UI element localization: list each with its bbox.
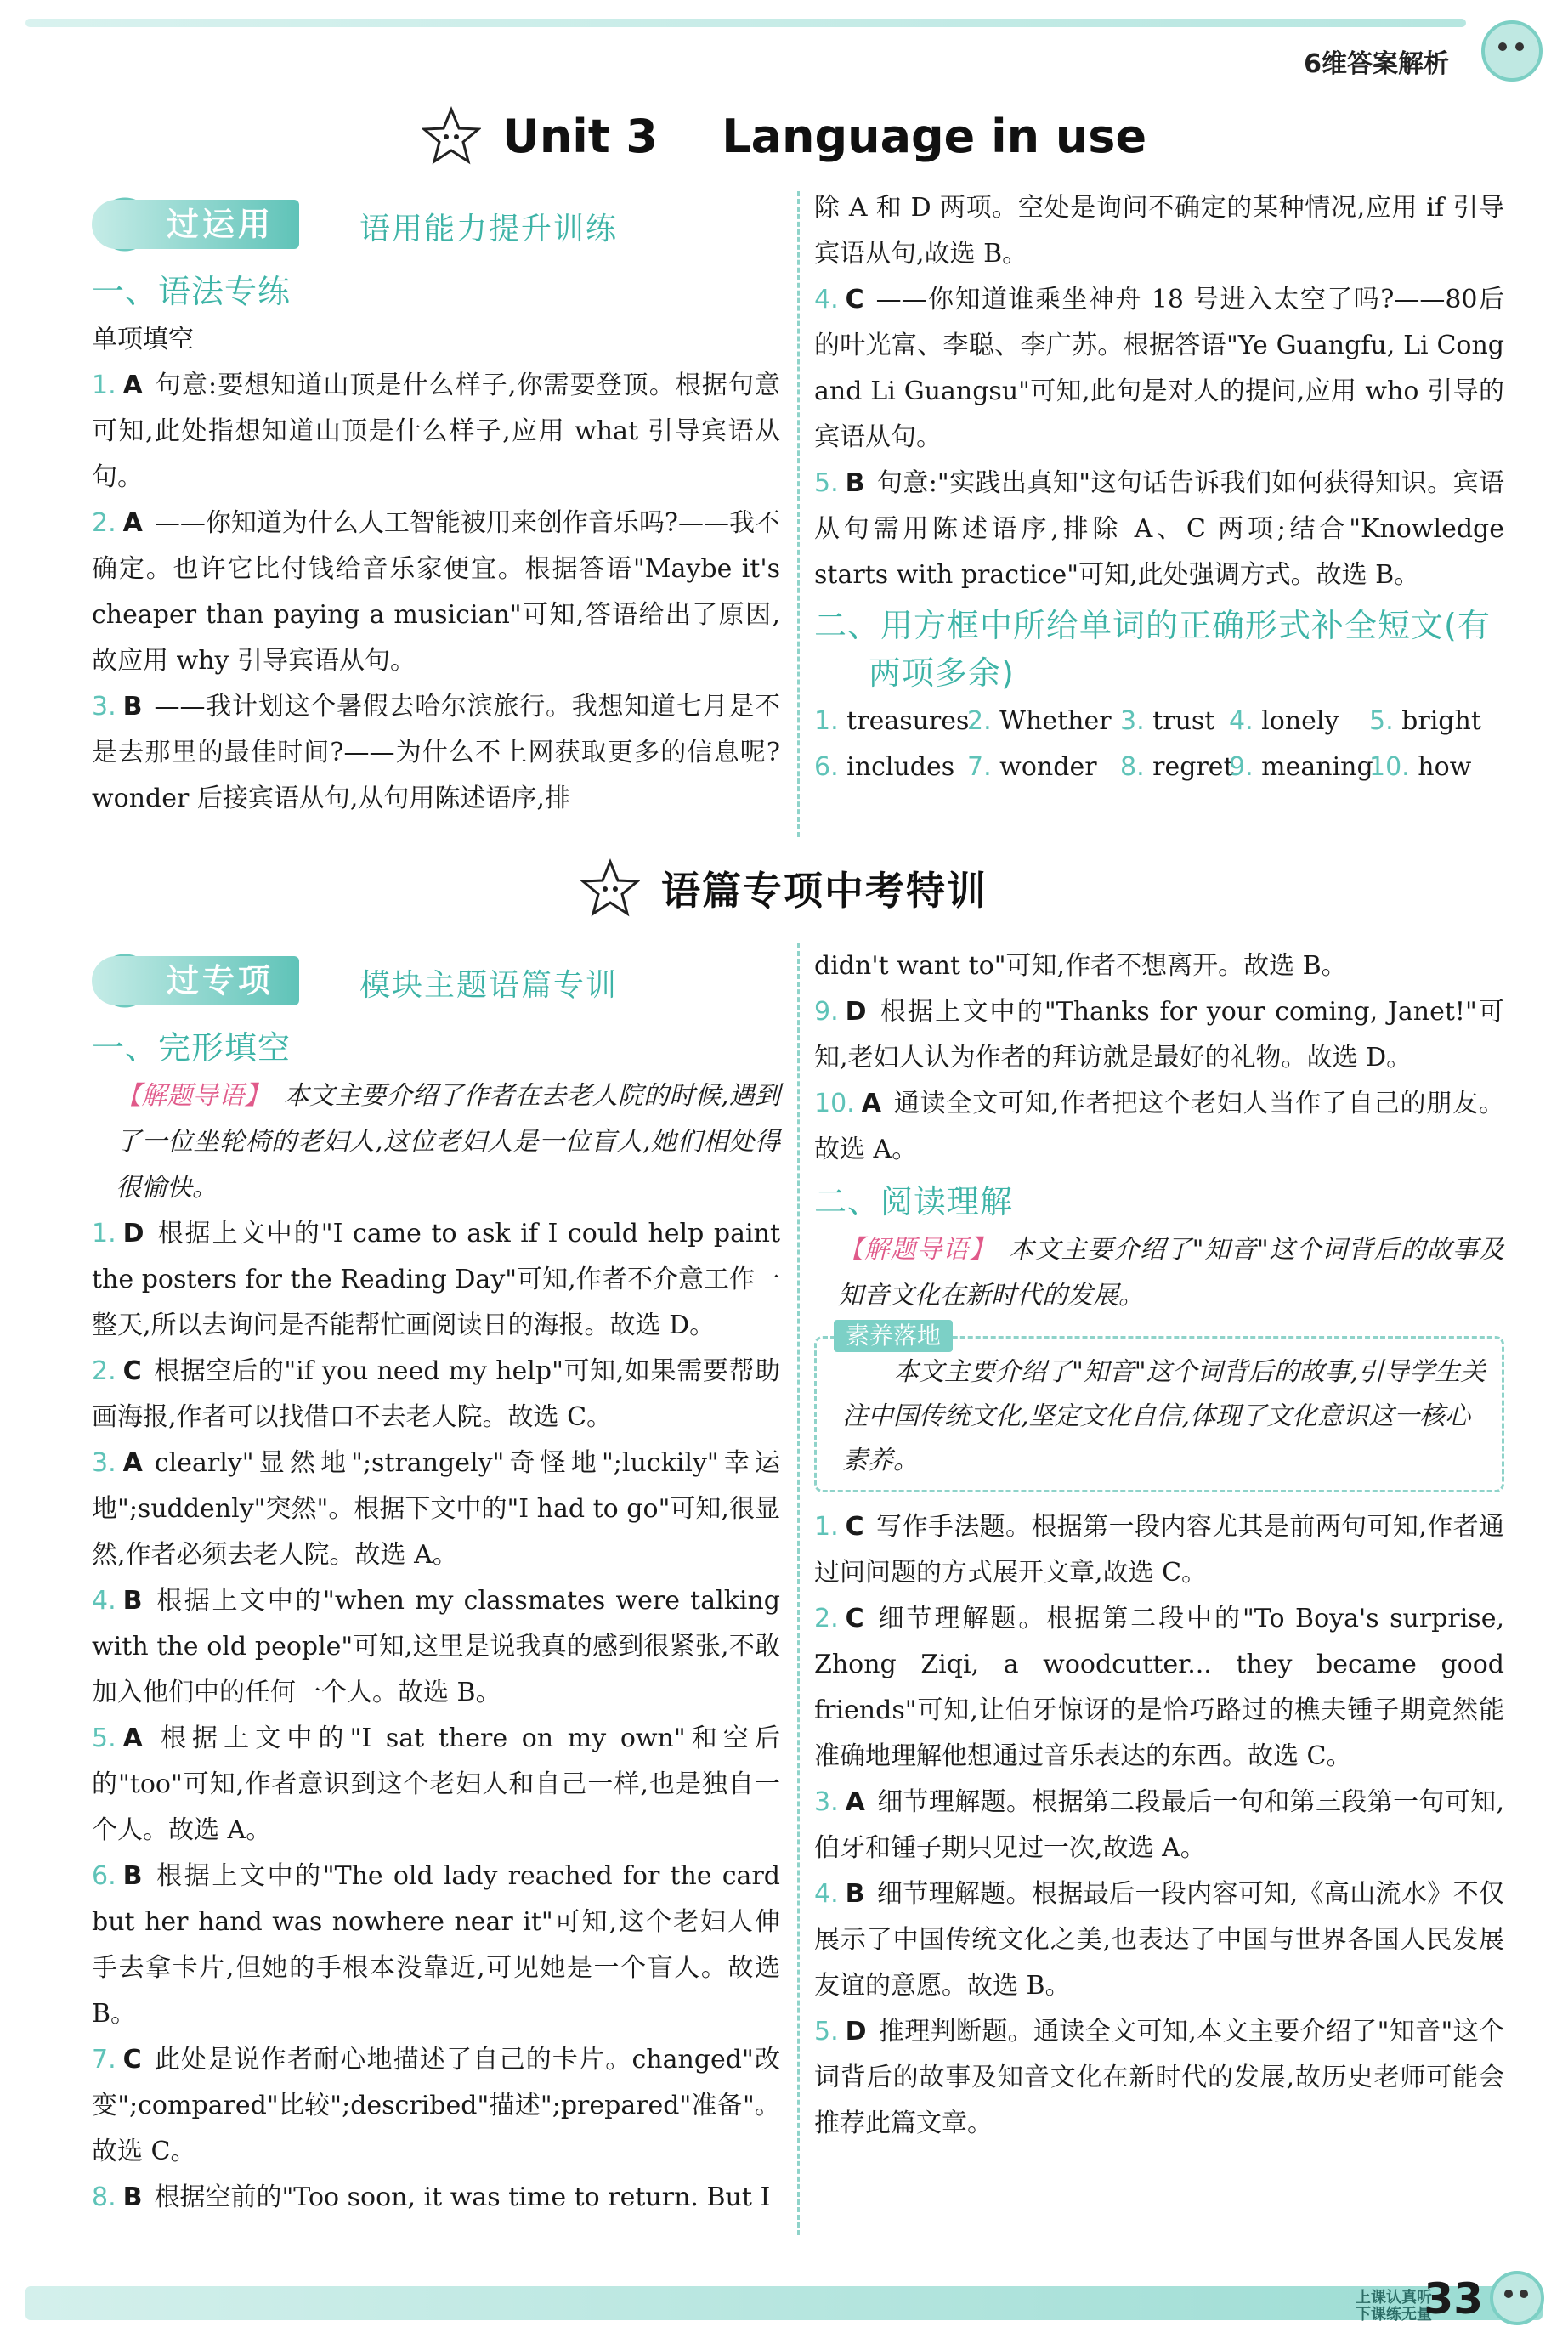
- item-answer: C: [122, 2045, 142, 2075]
- item-answer: B: [122, 1861, 143, 1891]
- word-form-section-heading: [814, 602, 1504, 697]
- word-answer: 8. regret: [1120, 752, 1234, 782]
- item-explanation: ——你知道为什么人工智能被用来创作音乐吗?——我不确定。也许它比付钱给音乐家便宜。根据答语"Maybe it's cheaper than paying a musician"可知,答语给出了原因,故应用 why 引导宾语从句。: [92, 508, 780, 676]
- item-explanation: 此处是说作者耐心地描述了自己的卡片。changed"改变";compared"比较";described"描述";prepared"准备"。故选 C。: [92, 2045, 780, 2166]
- special-tag: 过专项: [92, 956, 299, 1005]
- item-number: 2.: [92, 1356, 116, 1386]
- item-answer: A: [861, 1089, 881, 1118]
- item-number: 9.: [814, 997, 839, 1027]
- heading-line: 二、用方框中所给单词的正确形式补全短文(有: [814, 607, 1491, 644]
- grammar-subheading: 单项填空: [92, 325, 194, 354]
- special-title: 语篇专项中考特训: [661, 868, 988, 914]
- item-explanation: clearly"显然地";strangely"奇怪地";luckily"幸运地";suddenly"突然"。根据下文中的"I had to go"可知,很显然,作者必须去老人院。故选 A。: [92, 1448, 780, 1570]
- answer-item: [92, 1441, 780, 1578]
- item-explanation: 细节理解题。根据第二段中的"To Boya's surprise, Zhong Ziqi, a woodcutter... they became good friends"可知,让伯牙惊讶的是恰巧路过的樵夫锺子期竟然能准确地理解他想通过音乐表达的东西。故选 C。: [814, 1604, 1504, 1771]
- answer-item: [814, 1596, 1504, 1780]
- item-explanation: 根据上文中的"Thanks for your coming, Janet!"可知,老妇人认为作者的拜访就是最好的礼物。故选 D。: [814, 997, 1504, 1073]
- item-explanation: 根据空后的"if you need my help"可知,如果需要帮助画海报,作者可以找借口不去老人院。故选 C。: [92, 1356, 780, 1432]
- reading-section-heading: 二、阅读理解: [814, 1183, 1014, 1220]
- literacy-tag: 素养落地: [834, 1320, 953, 1352]
- item-answer: C: [122, 1356, 142, 1386]
- item-number: 3.: [92, 1448, 116, 1478]
- item-answer: D: [845, 2017, 867, 2046]
- answer-item: [92, 2037, 780, 2175]
- unit-title: Unit 3 Language in use: [502, 109, 1147, 163]
- answer-item: [92, 1716, 780, 1854]
- cloze-section-heading: 一、完形填空: [92, 1029, 292, 1067]
- item-explanation: 句意:"实践出真知"这句话告诉我们如何获得知识。宾语从句需用陈述语序,排除 A、C 两项;结合"Knowledge starts with practice"可知,此处强调方式。故选 B。: [814, 468, 1504, 590]
- item-number: 5.: [814, 468, 839, 498]
- star-face-icon: [422, 106, 481, 166]
- special-right-column: [814, 943, 1504, 2147]
- motto-line: 上课认真听: [1356, 2289, 1432, 2307]
- item-number: 3.: [92, 692, 116, 722]
- item-number: 1.: [814, 1512, 839, 1542]
- item-answer: A: [122, 1724, 143, 1753]
- word-answer: 3. trust: [1120, 706, 1215, 736]
- answer-item: [814, 1871, 1504, 2009]
- item-number: 2.: [814, 1604, 839, 1633]
- item-number: 8.: [92, 2182, 116, 2212]
- item-number: 4.: [92, 1586, 116, 1616]
- unit-tag-row: [92, 191, 780, 259]
- item-explanation: 根据上文中的"I sat there on my own"和空后的"too"可知,作者意识到这个老妇人和自己一样,也是独自一个人。故选 A。: [92, 1724, 780, 1845]
- item-answer: A: [122, 1448, 143, 1478]
- answer-item: [92, 2175, 780, 2221]
- column-divider-bottom: [797, 943, 800, 2235]
- footer-motto: [1356, 2290, 1432, 2324]
- item-number: 2.: [92, 508, 116, 538]
- mascot-icon: [1490, 2271, 1544, 2325]
- item-answer: D: [845, 997, 867, 1027]
- answer-item: [814, 2009, 1504, 2147]
- answer-item: [814, 461, 1504, 598]
- guide-text: 本文主要介绍了"知音"这个词背后的故事及知音文化在新时代的发展。: [838, 1235, 1505, 1311]
- answer-item: [92, 684, 780, 822]
- word-answer: 6. includes: [814, 752, 955, 782]
- header-brand: 6维答案解析: [1304, 49, 1449, 79]
- answer-item: [92, 363, 780, 501]
- item-answer: A: [122, 508, 143, 538]
- answer-item: [92, 1578, 780, 1716]
- item-answer: A: [122, 371, 143, 400]
- item-answer: D: [122, 1219, 144, 1248]
- unit-tag-subtitle: 语用能力提升训练: [359, 212, 619, 246]
- continued-text: 除 A 和 D 两项。空处是询问不确定的某种情况,应用 if 引导宾语从句,故选 B。: [814, 193, 1504, 269]
- guide-label: 【解题导语】: [838, 1235, 995, 1265]
- answer-item: [92, 1854, 780, 2037]
- unit-left-column: [92, 191, 780, 822]
- grammar-items: [92, 363, 780, 822]
- reading-guide: [814, 1227, 1504, 1319]
- word-answer: 4. lonely: [1229, 706, 1339, 736]
- item-explanation: ——你知道谁乘坐神舟 18 号进入太空了吗?——80后的叶光富、李聪、李广苏。根据答语"Ye Guangfu, Li Cong and Li Guangsu"可知,此句是对人的提问,应用 who 引导的宾语从句。: [814, 285, 1504, 452]
- item-answer: C: [845, 1604, 864, 1633]
- item-explanation: 句意:要想知道山顶是什么样子,你需要登顶。根据句意可知,此处指想知道山顶是什么样子,应用 what 引导宾语从句。: [92, 371, 780, 492]
- word-answer: 9. meaning: [1229, 752, 1373, 782]
- heading-line: 两项多余): [869, 654, 1015, 692]
- item-explanation: 根据上文中的"when my classmates were talking with the old people"可知,这里是说我真的感到很紧张,不敢加入他们中的任何一个人。故选 B。: [92, 1586, 780, 1707]
- unit-tag: 过运用: [92, 200, 299, 249]
- item-number: 3.: [814, 1787, 839, 1817]
- item-explanation: 通读全文可知,作者把这个老妇人当作了自己的朋友。故选 A。: [814, 1089, 1504, 1164]
- answer-item: [92, 501, 780, 684]
- guide-label: 【解题导语】: [116, 1081, 270, 1111]
- item-answer: B: [122, 692, 143, 722]
- item-number: 4.: [814, 1879, 839, 1909]
- answer-item: [814, 989, 1504, 1081]
- answer-item: [814, 1780, 1504, 1871]
- word-answer: 5. bright: [1369, 706, 1481, 736]
- answer-item: [814, 277, 1504, 461]
- literacy-box: [814, 1322, 1504, 1492]
- literacy-text: 本文主要介绍了"知音"这个词背后的故事,引导学生关注中国传统文化,坚定文化自信,体现了文化意识这一核心素养。: [842, 1357, 1486, 1475]
- answer-item: [814, 1504, 1504, 1596]
- item-number: 5.: [92, 1724, 116, 1753]
- item-number: 5.: [814, 2017, 839, 2046]
- cloze-guide: [92, 1073, 780, 1211]
- item-explanation: 细节理解题。根据最后一段内容可知,《高山流水》不仅展示了中国传统文化之美,也表达了中国与世界各国人民发展友谊的意愿。故选 B。: [814, 1879, 1504, 2001]
- item-explanation: 细节理解题。根据第二段最后一句和第三段第一句可知,伯牙和锺子期只见过一次,故选 A。: [814, 1787, 1504, 1863]
- item-answer: B: [122, 1586, 143, 1616]
- special-tag-row: [92, 948, 780, 1016]
- star-face-icon: [580, 858, 640, 918]
- special-tag-subtitle: 模块主题语篇专训: [359, 968, 619, 1003]
- item-number: 1.: [92, 371, 116, 400]
- header-rule: [25, 19, 1466, 27]
- item-answer: C: [845, 285, 864, 314]
- item-explanation: 根据上文中的"I came to ask if I could help paint the posters for the Reading Day"可知,作者不介意工作一整天,所以去询问是否能帮忙画阅读日的海报。故选 D。: [92, 1219, 780, 1340]
- special-title-row: [0, 858, 1568, 918]
- unit-right-column: [814, 185, 1504, 790]
- reading-items: [814, 1504, 1504, 2147]
- word-answer: 2. Whether: [967, 706, 1112, 736]
- answer-item: [814, 1081, 1504, 1173]
- item-answer: A: [845, 1787, 865, 1817]
- item-explanation: 根据上文中的"The old lady reached for the card but her hand was nowhere near it"可知,这个老妇人伸手去拿卡片,但她的手根本没靠近,可见她是一个盲人。故选 B。: [92, 1861, 780, 2029]
- mascot-icon: [1481, 20, 1543, 82]
- item-answer: B: [845, 1879, 865, 1909]
- item-number: 6.: [92, 1861, 116, 1891]
- word-answers: [814, 699, 1504, 790]
- item-answer: B: [122, 2182, 143, 2212]
- item-number: 4.: [814, 285, 839, 314]
- word-answer: 7. wonder: [967, 752, 1097, 782]
- item-explanation: 写作手法题。根据第一段内容尤其是前两句可知,作者通过问问题的方式展开文章,故选 C。: [814, 1512, 1504, 1588]
- footer-band: [25, 2286, 1543, 2320]
- grammar-section-heading: 一、语法专练: [92, 273, 292, 310]
- page-header: [0, 0, 1568, 85]
- word-answer: 1. treasures: [814, 706, 970, 736]
- item-number: 10.: [814, 1089, 855, 1118]
- column-divider-top: [797, 191, 800, 837]
- cloze-items: [92, 1211, 780, 2221]
- guide-text: 本文主要介绍了作者在去老人院的时候,遇到了一位坐轮椅的老妇人,这位老妇人是一位盲人,她们相处得很愉快。: [116, 1081, 781, 1203]
- special-left-column: [92, 948, 780, 2221]
- word-answer: 10. how: [1369, 752, 1472, 782]
- page-number: 33: [1424, 2274, 1483, 2324]
- unit-title-row: [0, 106, 1568, 166]
- continued-text: didn't want to"可知,作者不想离开。故选 B。: [814, 951, 1347, 981]
- item-number: 1.: [92, 1219, 116, 1248]
- item-answer: B: [845, 468, 865, 498]
- motto-line: 下课练无量: [1356, 2306, 1432, 2324]
- item-explanation: ——我计划这个暑假去哈尔滨旅行。我想知道七月是不是去那里的最佳时间?——为什么不上网获取更多的信息呢? wonder 后接宾语从句,从句用陈述语序,排: [92, 692, 780, 813]
- answer-item: [92, 1211, 780, 1349]
- item-answer: C: [845, 1512, 864, 1542]
- item-number: 7.: [92, 2045, 116, 2075]
- answer-item: [92, 1349, 780, 1441]
- item-explanation: 根据空前的"Too soon, it was time to return. But I: [154, 2182, 771, 2212]
- item-explanation: 推理判断题。通读全文可知,本文主要介绍了"知音"这个词背后的故事及知音文化在新时代的发展,故历史老师可能会推荐此篇文章。: [814, 2017, 1504, 2138]
